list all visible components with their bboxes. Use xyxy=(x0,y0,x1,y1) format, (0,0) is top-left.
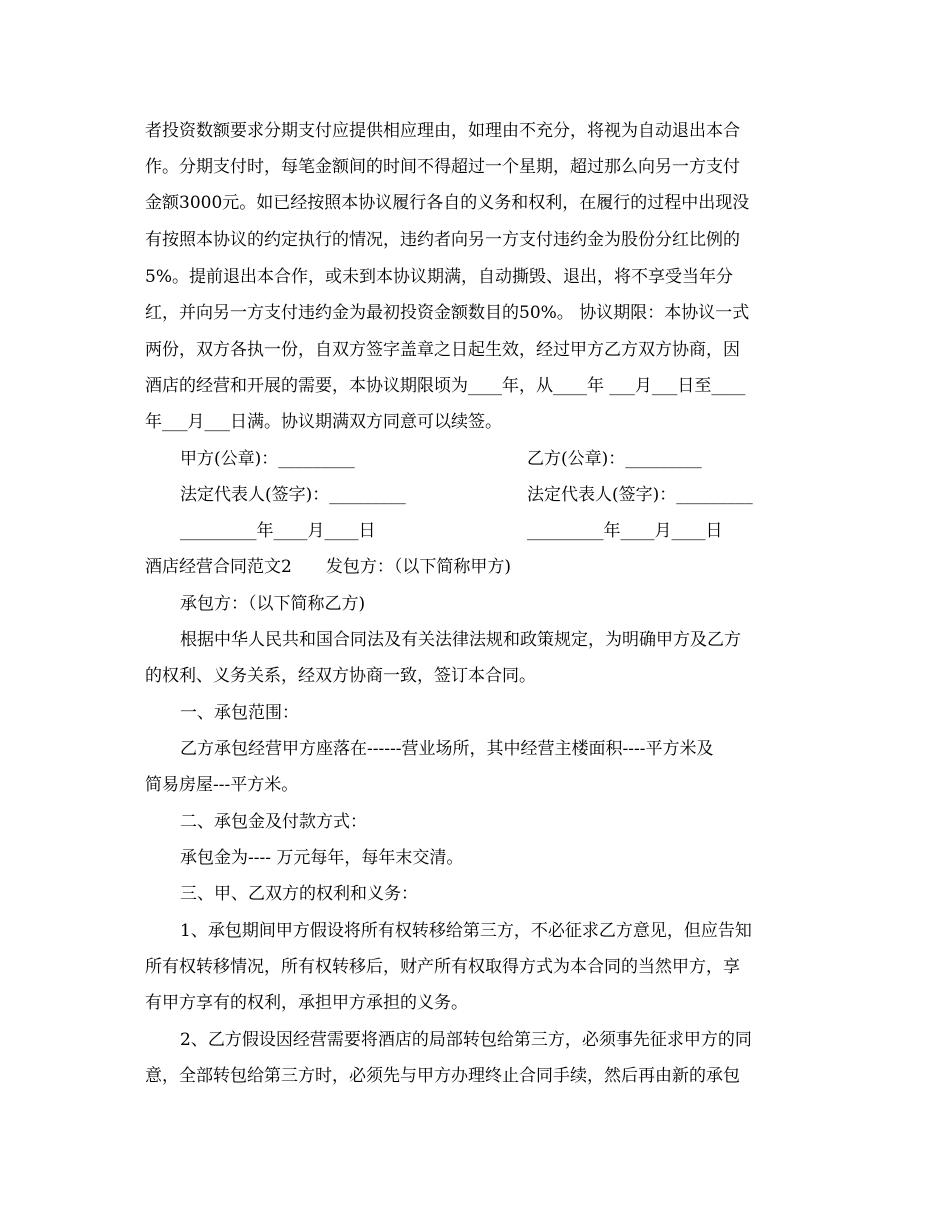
section2-title: 二、承包金及付款方式： xyxy=(180,812,367,832)
preamble-line: 的权利、义务关系，经双方协商一致，签订本合同。 xyxy=(145,666,536,686)
body-line: 者投资数额要求分期支付应提供相应理由，如理由不充分，将视为自动退出本合 xyxy=(145,121,740,141)
body-line: 两份，双方各执一份，自双方签字盖章之日起生效，经过甲方乙方双方协商，因 xyxy=(145,340,740,360)
clause1-line: 有甲方享有的权利，承担甲方承担的义务。 xyxy=(145,993,468,1013)
body-line: 作。分期支付时，每笔金额间的时间不得超过一个星期，超过那么向另一方支付 xyxy=(145,157,740,177)
party-b-representative: 法定代表人(签字)：_________ xyxy=(527,485,753,505)
preamble-line: 根据中华人民共和国合同法及有关法律法规和政策规定，为明确甲方及乙方 xyxy=(180,630,741,650)
body-line: 酒店的经营和开展的需要，本协议期限顷为____年，从____年 ___月___日至____ xyxy=(145,376,746,396)
party-a-date: _________年____月____日 xyxy=(180,521,376,541)
party-b-date: _________年____月____日 xyxy=(527,521,723,541)
party-a-representative: 法定代表人(签字)：_________ xyxy=(180,485,406,505)
body-line: 红，并向另一方支付违约金为最初投资金额数目的50%。 协议期限：本协议一式 xyxy=(145,303,750,323)
body-line: 有按照本协议的约定执行的情况，违约者向另一方支付违约金为股份分红比例的 xyxy=(145,230,740,250)
section1-line: 简易房屋---平方米。 xyxy=(145,775,299,795)
contractor-line: 承包方：（以下简称乙方) xyxy=(180,594,366,614)
party-a-seal: 甲方(公章)：_________ xyxy=(180,449,355,469)
clause2-line: 意，全部转包给第三方时，必须先与甲方办理终止合同手续，然后再由新的承包 xyxy=(145,1066,740,1086)
clause2-line: 2、乙方假设因经营需要将酒店的局部转包给第三方，必须事先征求甲方的同 xyxy=(180,1030,752,1050)
section2-body: 承包金为---- 万元每年，每年末交清。 xyxy=(180,848,464,868)
body-line: 年___月___日满。协议期满双方同意可以续签。 xyxy=(145,412,502,432)
section3-title: 三、甲、乙双方的权利和义务： xyxy=(180,884,418,904)
clause1-line: 所有权转移情况，所有权转移后，财产所有权取得方式为本合同的当然甲方，享 xyxy=(145,957,740,977)
clause1-line: 1、承包期间甲方假设将所有权转移给第三方，不必征求乙方意见，但应告知 xyxy=(180,921,752,941)
body-line: 5%。提前退出本合作，或未到本协议期满，自动撕毁、退出，将不享受当年分 xyxy=(145,267,733,287)
party-b-seal: 乙方(公章)：_________ xyxy=(527,449,702,469)
contract2-heading: 酒店经营合同范文2 发包方：（以下简称甲方) xyxy=(145,557,511,577)
body-line: 金额3000元。如已经按照本协议履行各自的义务和权利，在履行的过程中出现没 xyxy=(145,193,750,213)
section1-line: 乙方承包经营甲方座落在------营业场所，其中经营主楼面积----平方米及 xyxy=(180,739,714,759)
section1-title: 一、承包范围： xyxy=(180,703,299,723)
